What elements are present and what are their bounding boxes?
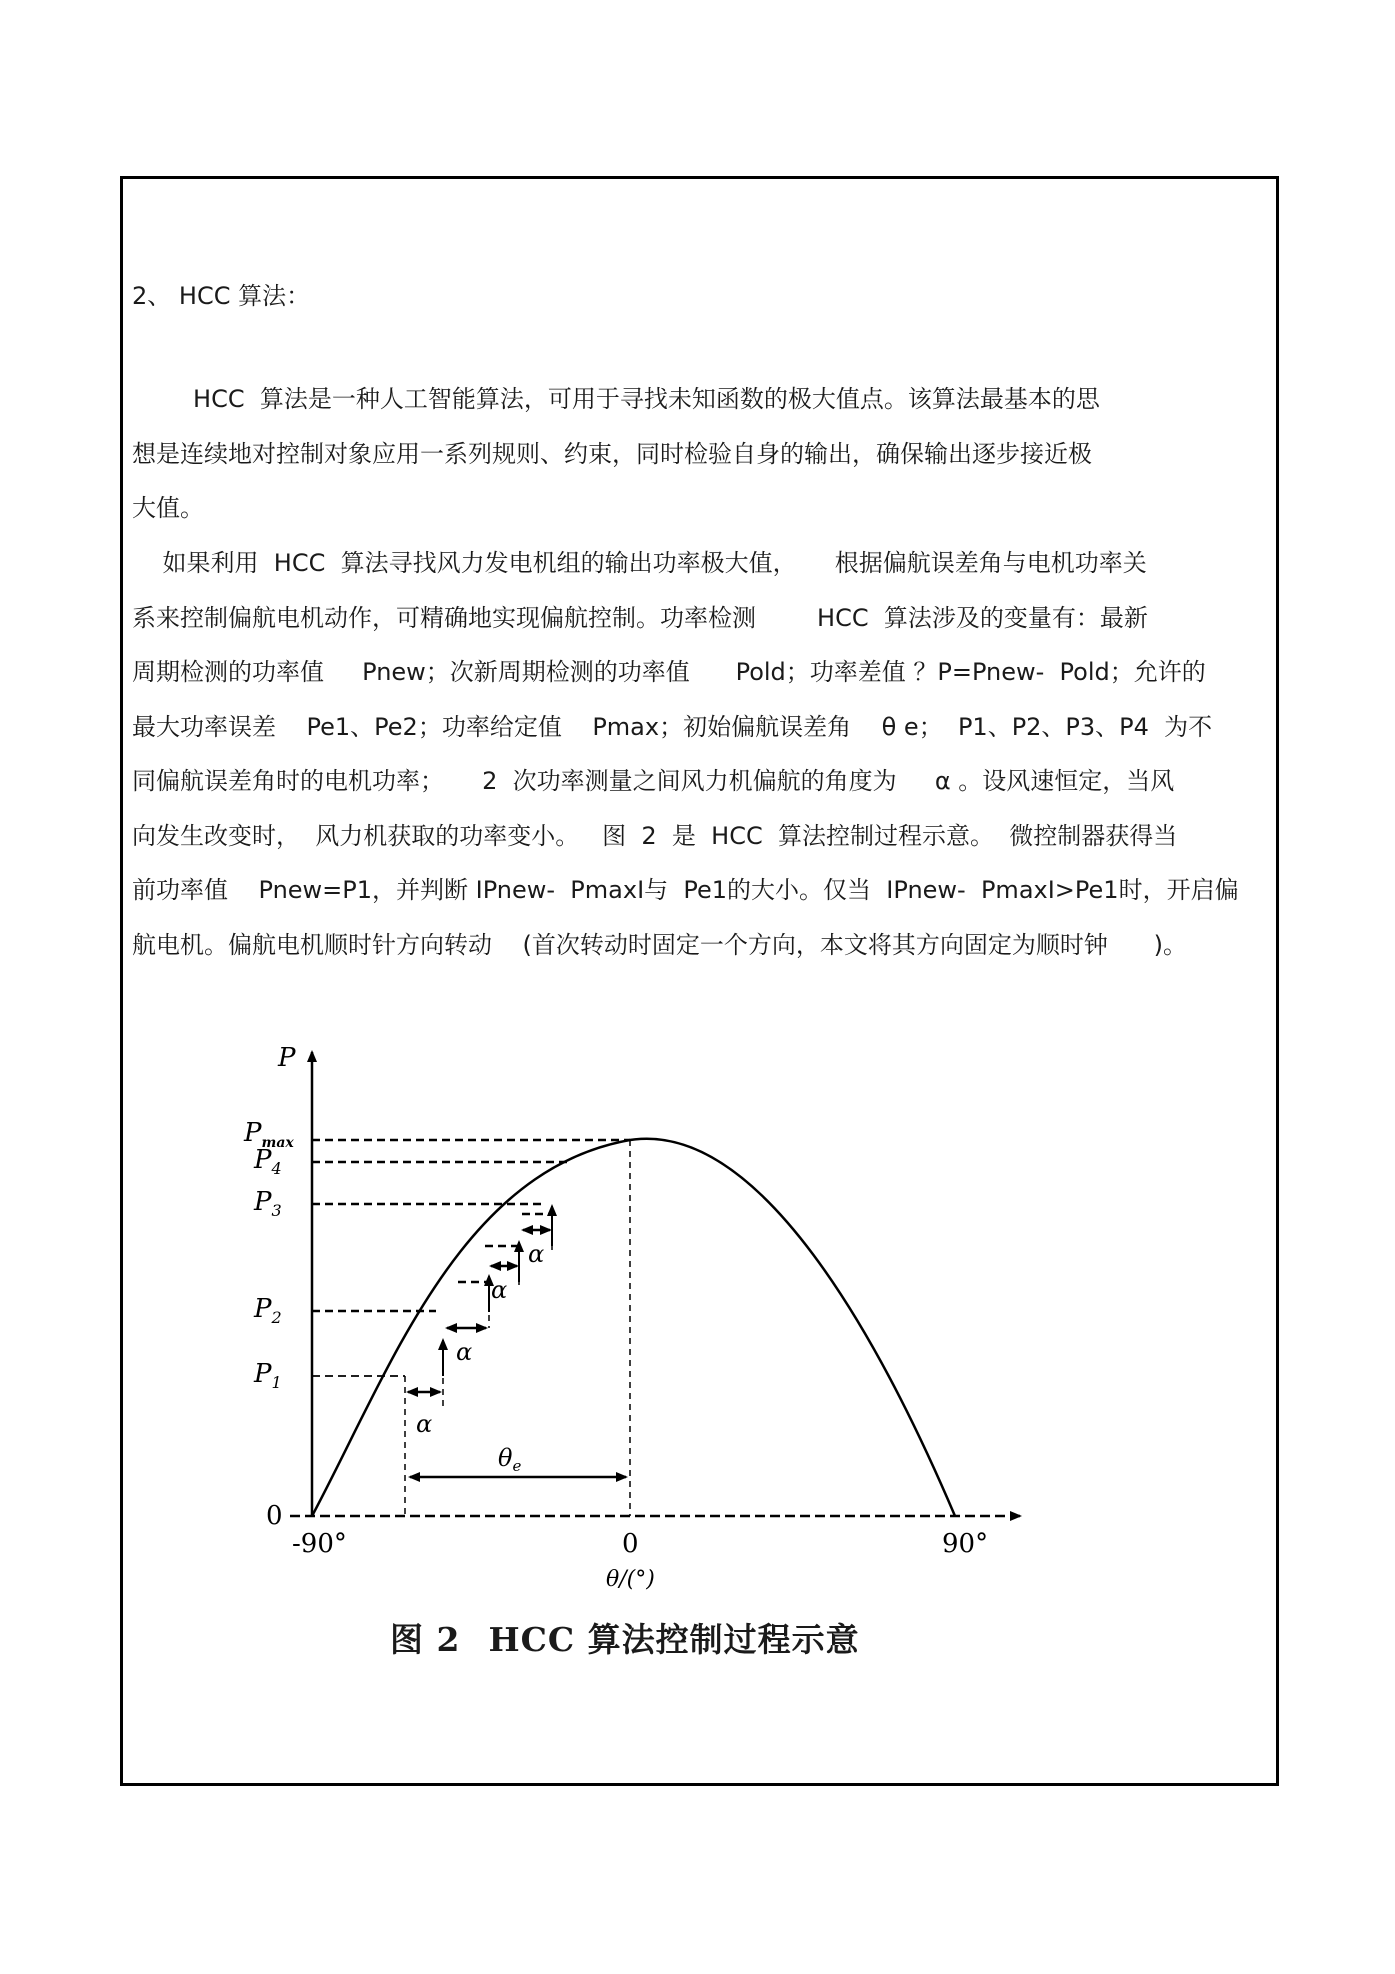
- alpha-label: α: [528, 1240, 545, 1268]
- paragraph-line: 大值。: [132, 494, 204, 522]
- hcc-diagram: [240, 1040, 1040, 1680]
- paragraph-line: 向发生改变时， 风力机获取的功率变小。 图 2 是 HCC 算法控制过程示意。 微控制器获得当: [132, 821, 1178, 850]
- p2-label: $P_2$: [254, 1294, 282, 1327]
- caption-number: 图 2: [390, 1620, 461, 1659]
- section-heading: 2、 HCC 算法：: [132, 282, 311, 310]
- figure-caption: [390, 1614, 860, 1661]
- caption-text: HCC 算法控制过程示意: [488, 1620, 860, 1659]
- paragraph-line: 如果利用 HCC 算法寻找风力发电机组的输出功率极大值， 根据偏航误差角与电机功率关: [132, 549, 1147, 577]
- x-tick-0: 0: [622, 1529, 639, 1559]
- alpha-label: α: [416, 1410, 433, 1438]
- x-axis-label: θ/(°): [606, 1567, 655, 1592]
- paragraph-line: 最大功率误差 Pe1、Pe2；功率给定值 Pmax；初始偏航误差角 θ e； P1、P2、P3、P4 为不: [132, 712, 1213, 741]
- paragraph-line: 前功率值 Pnew=P1，并判断 IPnew- PmaxI与 Pe1的大小。仅当 IPnew- PmaxI>Pe1时，开启偏: [132, 876, 1239, 904]
- x-tick-neg90: -90°: [292, 1529, 347, 1559]
- origin-label: 0: [266, 1501, 283, 1531]
- p1-label: $P_1$: [254, 1359, 282, 1392]
- pmax-label: $P_{max}$: [244, 1118, 294, 1151]
- paragraph-line: 想是连续地对控制对象应用一系列规则、约束，同时检验自身的输出，确保输出逐步接近极: [132, 439, 1092, 468]
- paragraph-detail: [132, 536, 1272, 972]
- paragraph-line: 周期检测的功率值 Pnew；次新周期检测的功率值 Pold；功率差值 ？P=Pnew- Pold；允许的: [132, 658, 1206, 686]
- paragraph-line: 航电机。偏航电机顺时针方向转动 (首次转动时固定一个方向，本文将其方向固定为顺时钟 )。: [132, 930, 1188, 959]
- alpha-label: α: [491, 1276, 508, 1304]
- p4-label: $P_4$: [254, 1145, 282, 1178]
- paragraph-line: HCC 算法是一种人工智能算法，可用于寻找未知函数的极大值点。该算法最基本的思: [132, 385, 1100, 413]
- alpha-label: α: [456, 1338, 473, 1366]
- paragraph-line: 系来控制偏航电机动作，可精确地实现偏航控制。功率检测 HCC 算法涉及的变量有：最新: [132, 603, 1148, 632]
- p3-label: $P_3$: [254, 1187, 282, 1220]
- theta-label: $\theta_e$: [498, 1444, 522, 1475]
- paragraph-line: 同偏航误差角时的电机功率； 2 次功率测量之间风力机偏航的角度为 α 。设风速恒定，当风: [132, 767, 1175, 795]
- power-curve: [312, 1139, 955, 1516]
- y-axis-label: P: [278, 1043, 296, 1073]
- x-tick-90: 90°: [942, 1529, 989, 1559]
- paragraph-intro: [132, 372, 1272, 536]
